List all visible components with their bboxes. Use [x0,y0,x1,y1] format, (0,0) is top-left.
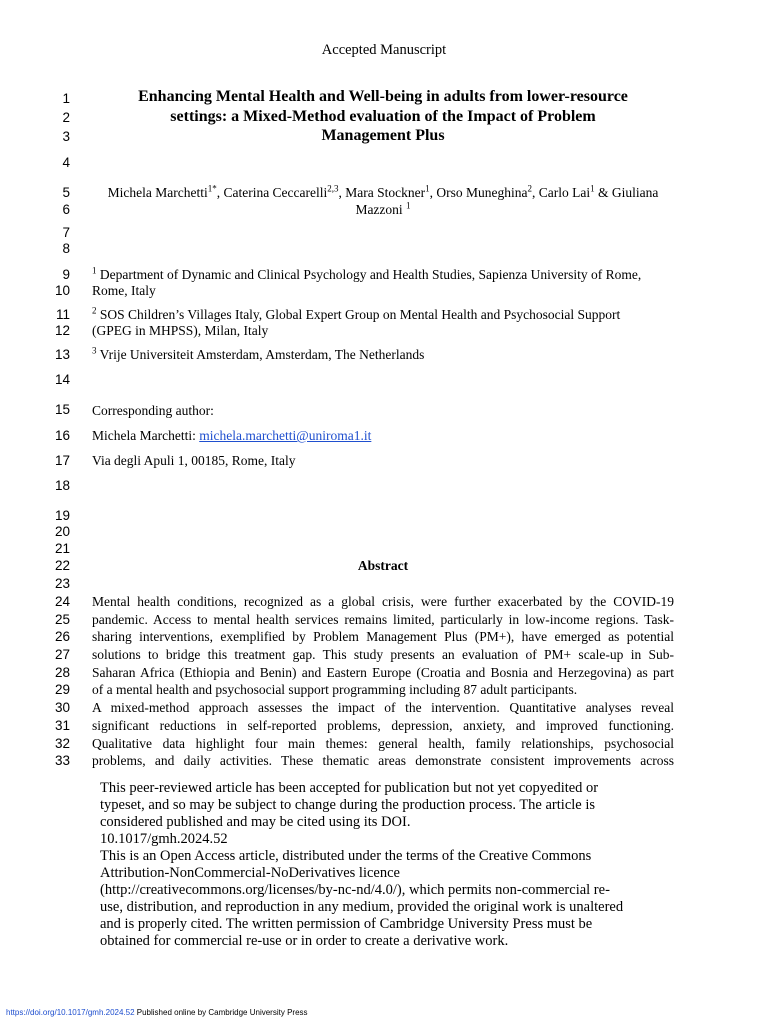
line-number: 30 [54,700,70,715]
running-header: Accepted Manuscript [321,42,447,58]
author-name: , Mara Stockner [338,185,426,200]
line-number: 3 [62,129,70,144]
footer-text: Published online by Cambridge University Press [134,1008,308,1017]
affiliation-marker: 1* [207,183,217,194]
affiliation-marker: 3 [92,345,97,356]
line-number: 4 [62,155,70,170]
abstract-line: sharing interventions, exemplified by Problem Management Plus (PM+), have emerged as potential [92,629,674,644]
doi-link[interactable]: https://doi.org/10.1017/gmh.2024.52 [6,1008,135,1017]
notice-doi: 10.1017/gmh.2024.52 [100,831,228,847]
line-number: 20 [54,524,70,539]
affiliation-marker: 1 [406,200,411,211]
line-number: 29 [54,682,70,697]
affiliation-marker: 1 [425,183,430,194]
line-number: 15 [54,402,70,417]
line-number: 32 [54,736,70,751]
author-name: Mazzoni [355,202,407,217]
line-number: 24 [54,594,70,609]
line-number: 13 [54,347,70,362]
line-number: 7 [62,225,70,240]
line-number: 26 [54,629,70,644]
corresponding-name: Michela Marchetti: [92,428,200,443]
line-number: 5 [62,185,70,200]
line-number: 10 [54,283,70,298]
line-number: 9 [62,267,70,282]
line-number: 31 [54,718,70,733]
author-name: , Caterina Ceccarelli [216,185,328,200]
corresponding-address: Via degli Apuli 1, 00185, Rome, Italy [92,453,296,468]
line-number: 1 [62,91,70,106]
abstract-line: A mixed-method approach assesses the impact of the intervention. Quantitative analyses reveal [92,700,674,715]
author-name: , Orso Muneghina [429,185,528,200]
corresponding-contact [92,428,371,444]
affiliation-2-cont: (GPEG in MHPSS), Milan, Italy [92,323,269,338]
line-number: 17 [54,453,70,468]
notice-line: This peer-reviewed article has been accepted for publication but not yet copyedited or [100,780,599,796]
line-number: 8 [62,241,70,256]
footer [6,1008,308,1017]
affiliation-marker: 1 [590,183,595,194]
notice-line: obtained for commercial re-use or in order to create a derivative work. [100,933,509,949]
affiliation-marker: 2 [527,183,533,194]
line-number: 2 [62,110,70,125]
notice-line: use, distribution, and reproduction in any medium, provided the original work is unaltered [100,899,624,915]
abstract-heading: Abstract [357,558,409,573]
authors-line [92,185,674,201]
author-name: , Carlo Lai [532,185,591,200]
line-number: 27 [54,647,70,662]
line-number: 19 [54,508,70,523]
author-name: Michela Marchetti [107,185,208,200]
abstract-line: solutions to bridge this treatment gap. This study presents an evaluation of PM+ scale-up in Sub- [92,647,674,662]
affiliation-marker: 2 [92,305,97,316]
line-number: 22 [54,558,70,573]
line-number: 23 [54,576,70,591]
abstract-line: Saharan Africa (Ethiopia and Benin) and Eastern Europe (Croatia and Bosnia and Herzegovina) as part [92,665,674,680]
notice-line: Attribution-NonCommercial-NoDerivatives licence [100,865,400,881]
affiliation-1: $^1$ Department of Dynamic and Clinical Psychology and Health Studies, Sapienza University of Rome, [92,265,642,282]
affiliation-marker: 1 [92,265,97,276]
notice-line: typeset, and so may be subject to change during the production process. The article is [100,797,596,813]
email-link[interactable]: michela.marchetti@uniroma1.it [199,428,372,443]
line-number: 14 [54,372,70,387]
corresponding-label: Corresponding author: [92,403,214,418]
abstract-line: Mental health conditions, recognized as a global crisis, were further exacerbated by the COVID-19 [92,594,674,609]
author-name: & Giuliana [594,185,659,200]
notice-line: considered published and may be cited using its DOI. [100,814,411,830]
notice-line: This is an Open Access article, distributed under the terms of the Creative Commons [100,848,592,864]
line-number: 21 [54,541,70,556]
affiliation-marker: 2,3 [327,183,339,194]
affiliation-3: $^3$ Vrije Universiteit Amsterdam, Amsterdam, The Netherlands [92,345,425,362]
line-number: 18 [54,478,70,493]
paper-title-line: settings: a Mixed-Method evaluation of the Impact of Problem [170,108,596,125]
line-number: 12 [54,323,70,338]
abstract-line: significant reductions in self-reported problems, depression, anxiety, and improved functioning. [92,718,674,733]
affiliation-2: $^2$ SOS Children’s Villages Italy, Global Expert Group on Mental Health and Psychosocial Support [92,305,621,322]
abstract-line: pandemic. Access to mental health services remains limited, particularly in low-income regions. Task- [92,612,674,627]
line-number: 25 [54,612,70,627]
paper-title-line: Management Plus [321,127,445,144]
line-number: 16 [54,428,70,443]
notice-line: (http://creativecommons.org/licenses/by-nc-nd/4.0/), which permits non-commercial re- [100,882,610,898]
paper-title-line: Enhancing Mental Health and Well-being in adults from lower-resource [138,88,628,105]
abstract-line: Qualitative data highlight four main themes: general health, family relationships, psychosocial [92,736,674,751]
authors-line [92,202,674,218]
affiliation-1-cont: Rome, Italy [92,283,156,298]
abstract-line: of a mental health and psychosocial support programming including 87 adult participants. [92,682,578,697]
line-number: 28 [54,665,70,680]
notice-line: and is properly cited. The written permission of Cambridge University Press must be [100,916,593,932]
abstract-line: problems, and daily activities. These thematic areas demonstrate consistent improvements across [92,753,674,768]
line-number: 33 [54,753,70,768]
line-number: 6 [62,202,70,217]
line-number: 11 [55,307,70,322]
